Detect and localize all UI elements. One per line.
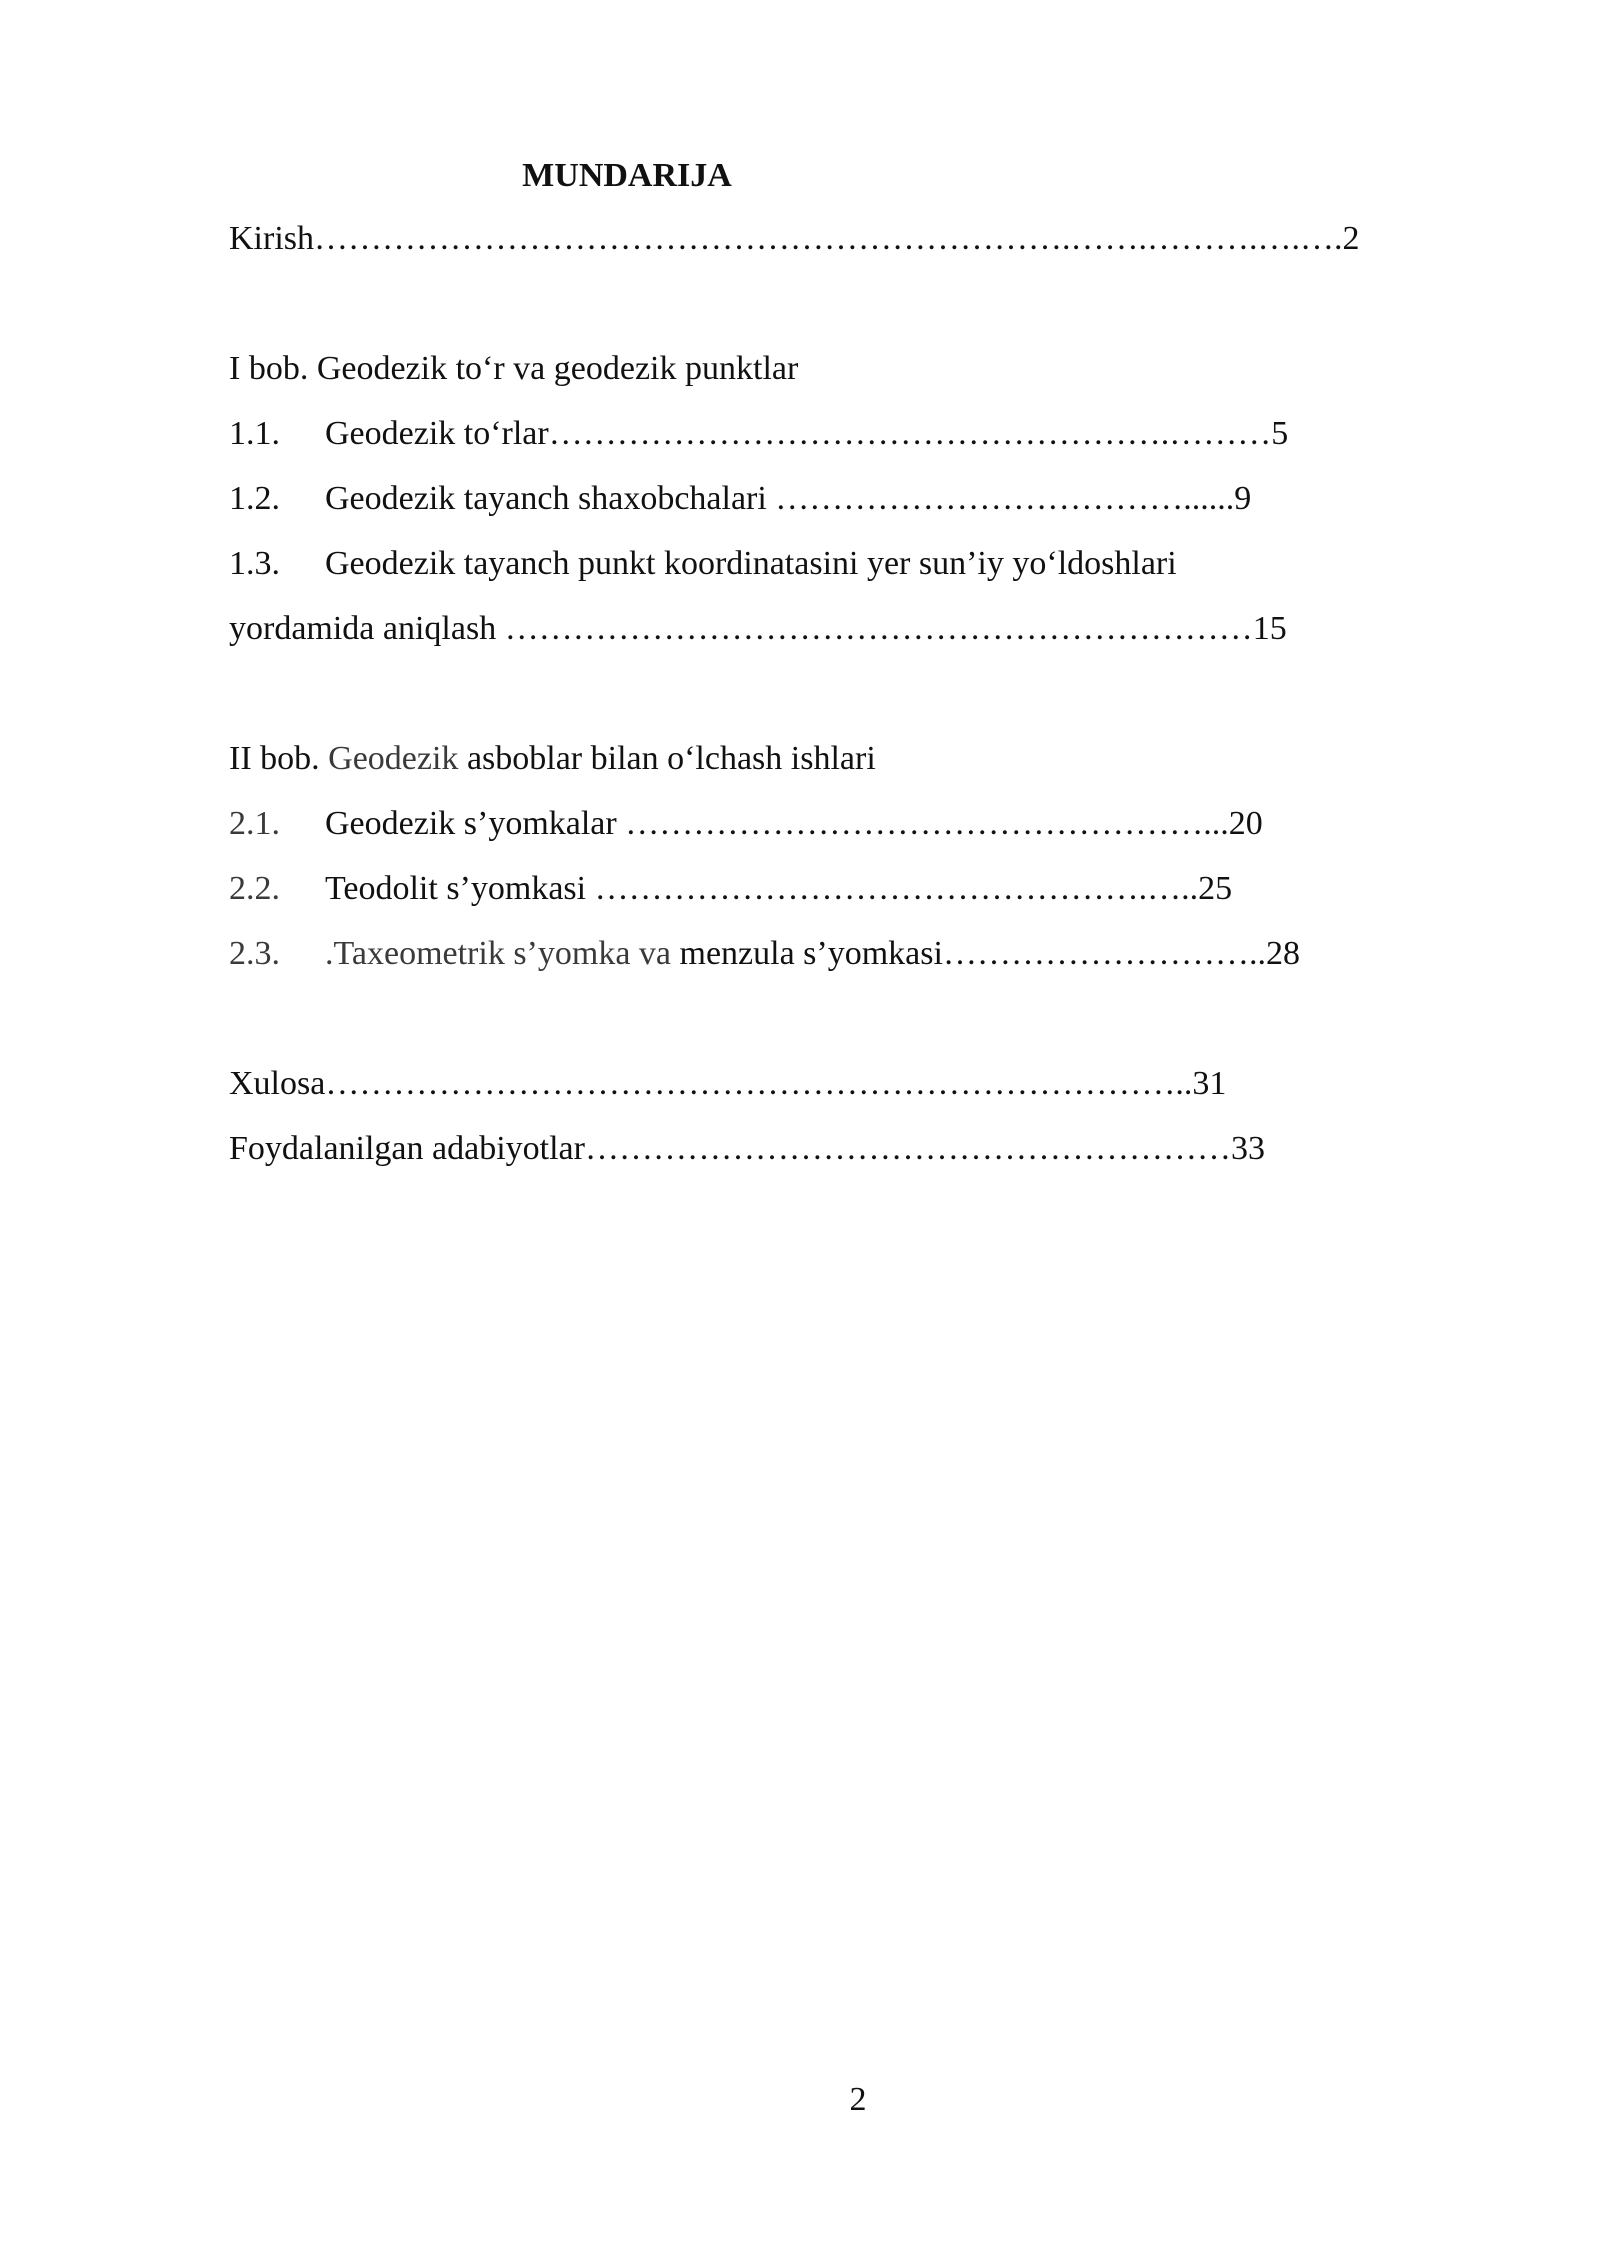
page-number: 2 — [849, 2081, 867, 2118]
page-title: MUNDARIJA — [522, 157, 732, 194]
section-number: 1.2. — [229, 480, 280, 517]
section-title-part: .Taxeometrik s’yomka va — [325, 935, 672, 972]
toc-entry-conclusion: Xulosa…………………………………………………………………..31 — [229, 1065, 1227, 1102]
chapter-title: asboblar bilan o‘lchash ishlari — [466, 740, 876, 777]
toc-entry-intro: Kirish………………………………………………………….…….……….….….2 — [229, 220, 1360, 257]
toc-entry-2-2 — [229, 856, 1409, 921]
section-number: 1.1. — [229, 415, 280, 452]
toc-entry-2-1 — [229, 791, 1409, 856]
toc-entry-1-3 — [229, 531, 1409, 596]
chapter-heading-2 — [229, 726, 1409, 791]
section-title: Teodolit s’yomkasi ………………………………………….…..25 — [325, 870, 1233, 907]
section-title: Geodezik s’yomkalar ……………………………………………...20 — [325, 805, 1263, 842]
table-of-contents — [229, 146, 1409, 1181]
chapter-prefix: II bob. — [229, 740, 320, 777]
section-number: 2.1. — [229, 805, 280, 842]
section-number: 2.2. — [229, 870, 280, 907]
spacer — [229, 986, 1409, 1051]
section-number: 2.3. — [229, 935, 280, 972]
toc-entry-2-3 — [229, 921, 1409, 986]
section-title: Geodezik tayanch shaxobchalari ………………………………......9 — [325, 480, 1252, 517]
toc-entry-1-2 — [229, 466, 1409, 531]
spacer — [229, 271, 1409, 336]
section-title: menzula s’yomkasi………………………..28 — [679, 935, 1300, 972]
toc-entry-1-3-continuation: yordamida aniqlash …………………………………………………………15 — [229, 610, 1287, 647]
section-title: Geodezik to‘rlar……………………………………………….………5 — [325, 415, 1289, 452]
toc-entry-1-1 — [229, 401, 1409, 466]
spacer — [229, 661, 1409, 726]
chapter-keyword: Geodezik — [328, 740, 459, 777]
chapter-heading-1: I bob. Geodezik to‘r va geodezik punktlar — [229, 350, 799, 387]
section-number: 1.3. — [229, 545, 280, 582]
section-title: Geodezik tayanch punkt koordinatasini yer sun’iy yo‘ldoshlari — [325, 545, 1177, 582]
toc-entry-references: Foydalanilgan adabiyotlar…………………………………………………33 — [229, 1130, 1265, 1167]
